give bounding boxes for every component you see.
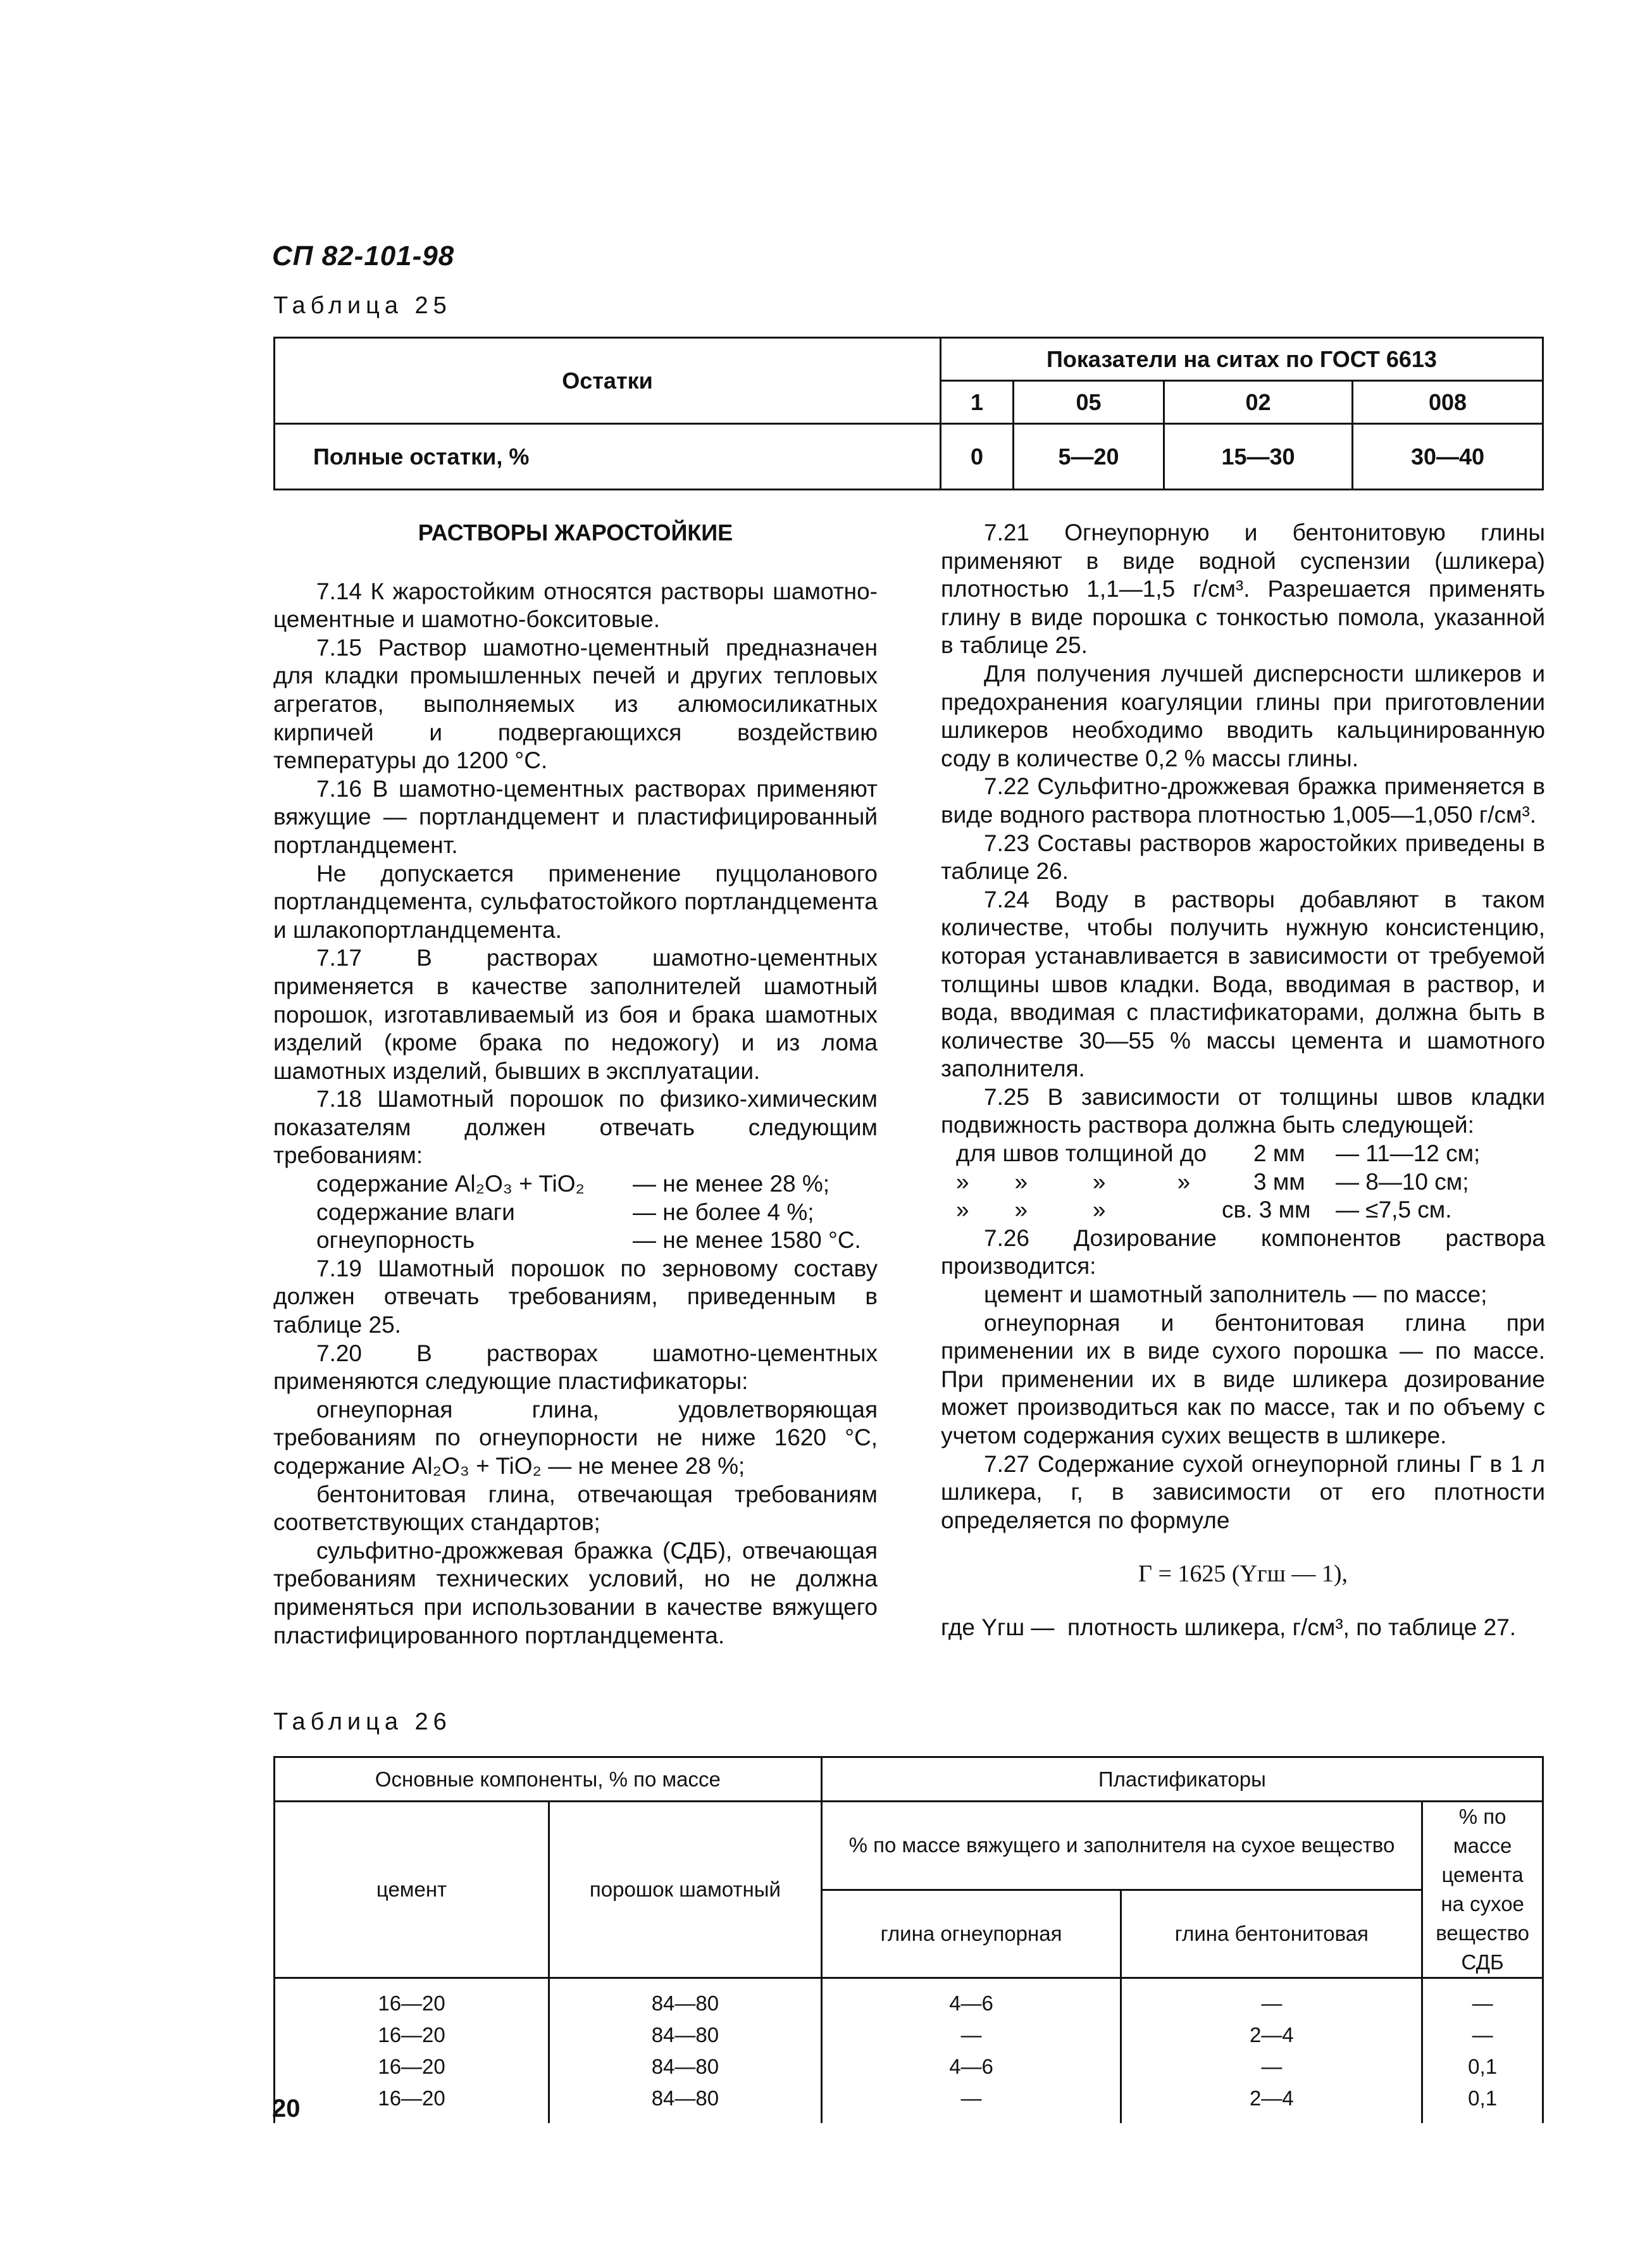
formula: Г = 1625 (Yгш — 1),	[1138, 1561, 1348, 1588]
table-25-header-residue: Остатки	[275, 338, 941, 424]
mobility-thickness: св. 3 мм	[1222, 1197, 1311, 1223]
table-26-cell: 16—20	[275, 2018, 549, 2050]
mobility-row	[956, 1140, 1545, 1168]
dosing-item: огнеупорная и бентонитовая глина при применении их в виде сухого порошка — по массе. При применении их в виде шликера дозирование может производиться как по массе, так и по объему с учетом содержания сухих веществ в шликере.	[941, 1309, 1545, 1449]
table-26-cell: —	[821, 2018, 1121, 2050]
table-26-cell: 16—20	[275, 2081, 549, 2123]
paragraph-7-25: 7.25 В зависимости от толщины швов кладки подвижность раствора должна быть следующей:	[941, 1083, 1545, 1138]
paragraph-7-24: 7.24 Воду в растворы добавляют в таком количестве, чтобы получить нужную консистенцию, которая устанавливается в зависимости от требуемой толщины швов кладки. Вода, вводимая в раствор, и вода, вводимая с пластификаторами, должна быть в количестве 30—55 % массы цемента и шамотного заполнителя.	[941, 886, 1545, 1082]
table-26-header-clay-refractory: глина огнеупорная	[821, 1890, 1121, 1978]
paragraph-7-16-b: Не допускается применение пуццоланового портландцемента, сульфатостойкого портландцемента и шлакопортландцемента.	[273, 860, 878, 943]
section-title: РАСТВОРЫ ЖАРОСТОЙКИЕ	[418, 520, 733, 545]
paragraph-7-17: 7.17 В растворах шамотно-цементных применяется в качестве заполнителей шамотный порошок, изготавливаемый из боя и брака шамотных изделий (кроме брака по недожогу) и из лома шамотных изделий, бывших в эксплуатации.	[273, 945, 878, 1084]
table-26-cell: 84—80	[549, 1978, 822, 2019]
spec-value: — не менее 1580 °С.	[633, 1227, 861, 1254]
table-26-cell: —	[1121, 1978, 1422, 2019]
formula-where	[941, 1614, 1545, 1642]
where-symbol: где Yгш —	[941, 1614, 1055, 1640]
mobility-row	[956, 1168, 1545, 1197]
plasticizer-item: огнеупорная глина, удовлетворяющая требованиям по огнеупорности не ниже 1620 °С, содержание Al₂O₃ + TiO₂ — не менее 28 %;	[273, 1396, 878, 1479]
table-25-cell: 30—40	[1353, 424, 1543, 490]
paragraph-7-27: 7.27 Содержание сухой огнеупорной глины Г в 1 л шликера, г, в зависимости от его плотности определяется по формуле	[941, 1450, 1545, 1533]
table-25-cell: 15—30	[1164, 424, 1353, 490]
mobility-condition: » » » »	[956, 1168, 1191, 1195]
document-code: СП 82-101-98	[272, 240, 455, 271]
table-26-cell: 2—4	[1121, 2018, 1422, 2050]
mobility-condition: » » »	[956, 1197, 1106, 1223]
table-26-header-clay-bentonite: глина бентонитовая	[1121, 1890, 1422, 1978]
table-26-cell: 84—80	[549, 2081, 822, 2123]
table-26-header-binder: % по массе вяжущего и заполнителя на сухое вещество	[821, 1802, 1422, 1890]
table-25-cell: 0	[941, 424, 1014, 490]
table-26-cell: 16—20	[275, 1978, 549, 2019]
paragraph-7-21-b: Для получения лучшей дисперсности шликеров и предохранения коагуляции глины при приготовлении шликеров необходимо вводить кальцинированную соду в количестве 0,2 % массы глины.	[941, 660, 1545, 771]
spec-key: огнеупорность	[316, 1227, 475, 1254]
mobility-thickness: 2 мм	[1253, 1140, 1305, 1167]
spec-value: — не более 4 %;	[633, 1199, 814, 1225]
table-25-sieve: 008	[1353, 381, 1543, 424]
table-26-header-cement: цемент	[275, 1802, 549, 1978]
spec-row	[316, 1199, 878, 1227]
mobility-value: — 8—10 см;	[1336, 1168, 1469, 1195]
table-25-sieve: 02	[1164, 381, 1353, 424]
table-25-cell: 5—20	[1014, 424, 1164, 490]
spec-row	[316, 1170, 878, 1199]
table-26-header-plasticizers: Пластификаторы	[821, 1757, 1543, 1802]
table-26-cell: —	[1422, 2018, 1543, 2050]
table-26-cell: 16—20	[275, 2050, 549, 2081]
table-26-cell: 4—6	[821, 1978, 1121, 2019]
mobility-thickness: 3 мм	[1253, 1168, 1305, 1195]
mobility-condition: для швов толщиной до	[956, 1140, 1207, 1167]
table-25-row-label: Полные остатки, %	[275, 424, 941, 490]
plasticizer-item: бентонитовая глина, отвечающая требованиям соответствующих стандартов;	[273, 1481, 878, 1536]
dosing-item: цемент и шамотный заполнитель — по массе;	[984, 1281, 1488, 1308]
paragraph-7-23: 7.23 Составы растворов жаростойких приведены в таблице 26.	[941, 830, 1545, 885]
table-25	[273, 337, 1544, 490]
table-26-header-powder: порошок шамотный	[549, 1802, 822, 1978]
spec-key: содержание Al₂O₃ + TiO₂	[316, 1171, 585, 1197]
paragraph-7-26: 7.26 Дозирование компонентов раствора производится:	[941, 1224, 1545, 1280]
table-25-title: Таблица 25	[273, 292, 452, 319]
table-26	[273, 1756, 1544, 2123]
table-26-cell: —	[1121, 2050, 1422, 2081]
plasticizer-item: сульфитно-дрожжевая бражка (СДБ), отвечающая требованиям технических условий, но не должна применяться при использовании в качестве вяжущего пластифицированного портландцемента.	[273, 1537, 878, 1648]
paragraph-7-21: 7.21 Огнеупорную и бентонитовую глины применяют в виде водной суспензии (шликера) плотностью 1,1—1,5 г/см³. Разрешается применять глину в виде порошка с тонкостью помола, указанной в таблице 25.	[941, 520, 1545, 659]
table-26-header-sdb: % по массе цемента на сухое вещество СДБ	[1422, 1802, 1543, 1978]
paragraph-7-15: 7.15 Раствор шамотно-цементный предназначен для кладки промышленных печей и других тепловых агрегатов, выполняемых из алюмосиликатных кирпичей и подвергающихся воздействию температуры до 1200 °С.	[273, 634, 878, 774]
spec-value: — не менее 28 %;	[633, 1171, 830, 1197]
table-26-title: Таблица 26	[273, 1709, 452, 1735]
table-26-cell: 4—6	[821, 2050, 1121, 2081]
table-26-cell: 84—80	[549, 2018, 822, 2050]
table-row	[275, 2081, 1543, 2123]
table-25-sieve: 05	[1014, 381, 1164, 424]
table-26-cell: 2—4	[1121, 2081, 1422, 2123]
table-25-header-sieves: Показатели на ситах по ГОСТ 6613	[941, 338, 1543, 381]
table-26-header-main: Основные компоненты, % по массе	[275, 1757, 822, 1802]
paragraph-7-19: 7.19 Шамотный порошок по зерновому составу должен отвечать требованиям, приведенным в таблице 25.	[273, 1255, 878, 1338]
table-26-cell: 84—80	[549, 2050, 822, 2081]
table-row	[275, 2050, 1543, 2081]
table-26-cell: —	[821, 2081, 1121, 2123]
table-26-cell: 0,1	[1422, 2081, 1543, 2123]
paragraph-7-20: 7.20 В растворах шамотно-цементных применяются следующие пластификаторы:	[273, 1340, 878, 1395]
page-number: 20	[272, 2095, 301, 2122]
table-26-cell: 0,1	[1422, 2050, 1543, 2081]
spec-key: содержание влаги	[316, 1199, 515, 1225]
where-description: плотность шликера, г/см³, по таблице 27.	[1067, 1614, 1517, 1640]
table-row	[275, 2018, 1543, 2050]
paragraph-7-18: 7.18 Шамотный порошок по физико-химическим показателям должен отвечать следующим требованиям:	[273, 1086, 878, 1169]
mobility-row	[956, 1196, 1545, 1224]
paragraph-7-14: 7.14 К жаростойким относятся растворы шамотно-цементные и шамотно-бокситовые.	[273, 578, 878, 633]
paragraph-7-16: 7.16 В шамотно-цементных растворах применяют вяжущие — портландцемент и пластифицированный портландцемент.	[273, 775, 878, 858]
mobility-value: — ≤7,5 см.	[1336, 1197, 1452, 1223]
mobility-value: — 11—12 см;	[1336, 1140, 1481, 1167]
left-column	[273, 519, 878, 1650]
table-row	[275, 1978, 1543, 2019]
paragraph-7-22: 7.22 Сульфитно-дрожжевая бражка применяется в виде водного раствора плотностью 1,005—1,050 г/см³.	[941, 773, 1545, 828]
right-column	[941, 519, 1545, 1642]
spec-row	[316, 1226, 878, 1255]
table-25-sieve: 1	[941, 381, 1014, 424]
table-26-cell: —	[1422, 1978, 1543, 2019]
